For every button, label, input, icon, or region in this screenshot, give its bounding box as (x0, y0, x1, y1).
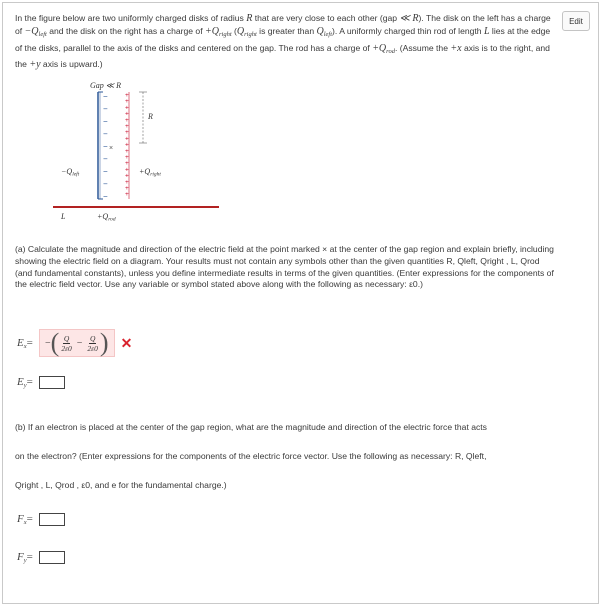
minus-charge-sign: − (103, 167, 108, 176)
minus-charge-sign: − (103, 142, 108, 151)
minus-charge-sign: − (103, 117, 108, 126)
problem-panel (2, 2, 599, 604)
minus-charge-sign: − (103, 129, 108, 139)
fx-answer-row (17, 513, 65, 526)
left-paren: ( (50, 328, 60, 357)
plus-charge-sign: + (125, 172, 129, 180)
plus-charge-sign: + (125, 154, 129, 161)
plus-charge-sign: + (125, 135, 129, 143)
radius-label: R (148, 112, 153, 121)
plus-charge-sign: + (125, 110, 129, 118)
fy-answer-row (17, 551, 65, 564)
plus-charge-sign: + (125, 178, 129, 186)
ey-input[interactable] (39, 376, 65, 389)
incorrect-icon: ✕ (120, 334, 133, 351)
minus-charge-sign: − (103, 92, 108, 101)
plus-charge-sign: + (125, 129, 129, 137)
gap-label: Gap ≪ R (90, 81, 122, 90)
right-disk-plus-signs (125, 92, 129, 198)
ex-minus: − (45, 337, 51, 349)
ex-fraction-2: $\frac{Q}{2\varepsilon 0}$ (87, 333, 98, 353)
minus-charge-sign: − (103, 154, 108, 164)
plus-charge-sign: + (125, 116, 129, 124)
center-point-mark: × (109, 145, 114, 152)
rod-length-label: L (61, 212, 66, 221)
plus-charge-sign: + (125, 191, 129, 199)
right-paren: ) (99, 328, 109, 357)
ex-label: $E_x=$ (17, 336, 33, 350)
charged-disks-figure (53, 81, 223, 221)
plus-charge-sign: + (125, 141, 129, 149)
edit-button[interactable]: Edit (562, 11, 590, 31)
ex-answer-row (17, 329, 132, 357)
minus-charge-sign: − (103, 104, 108, 114)
plus-charge-sign: + (125, 166, 129, 174)
plus-charge-sign: + (125, 104, 129, 112)
ex-operator: − (76, 337, 83, 349)
plus-charge-sign: + (125, 185, 129, 192)
ey-answer-row (17, 376, 65, 389)
plus-charge-sign: + (125, 147, 129, 155)
plus-charge-sign: + (125, 98, 129, 106)
fy-input[interactable] (39, 551, 65, 564)
ey-label: $E_y=$ (17, 376, 33, 389)
rod-charge-label: +Qrod (97, 212, 116, 221)
part-a-question: (a) Calculate the magnitude and direction of the electric field at the point marked × at the center of the gap region and explain briefly, including showing the electric field on a diagram. Your results must not contain any symbols other than the given quantities R, Qleft, Qright , L, Qrod (and fundamental constants), unless you define intermediate results in terms of the given quantities. (Enter expressions for the components of the electric field vector. Use any variable or symbol stated above along with the following as necessary: ε0.) (15, 244, 554, 290)
part-b-question: (b) If an electron is placed at the center of the gap region, what are the magnitude and direction of the electric force that acts on the electron? (Enter expressions for the components of the electric force vector. Use the following as necessary: R, Qleft, Qright , L, Qrod , ε0, and e for the fundamental charge.) (15, 422, 487, 490)
right-charge-label: +Qright (139, 167, 161, 178)
minus-charge-sign: − (103, 192, 108, 201)
plus-charge-sign: + (125, 160, 129, 168)
plus-charge-sign: + (125, 123, 129, 130)
left-disk-minus-signs (103, 92, 108, 201)
fx-input[interactable] (39, 513, 65, 526)
problem-intro: In the figure below are two uniformly charged disks of radius R that are very close to each other (gap ≪ R). The disk on the left has a charge of $-Q_{left}$ and the disk on the right has a charge of $+Q_{right}$ ($Q_{right}$ is greater than $Q_{left}$). A uniformly charged thin rod of length L lies at the edge of the disks, parallel to the axis of the disks and centered on the gap. The rod has a charge of $+Q_{rod}$. (Assume the +x axis is to the right, and the +y axis is upward.) (15, 13, 551, 71)
left-charge-label: −Qleft (61, 167, 80, 178)
minus-charge-sign: − (103, 179, 108, 189)
radius-dimension (139, 92, 147, 143)
ex-fraction-1: $\frac{Q}{2\varepsilon 0}$ (61, 333, 72, 353)
figure-svg (53, 81, 223, 221)
ex-answer-field[interactable] (39, 329, 115, 357)
plus-charge-sign: + (125, 92, 129, 99)
fy-label: $F_y=$ (17, 551, 33, 564)
fx-label: $F_x=$ (17, 513, 33, 526)
